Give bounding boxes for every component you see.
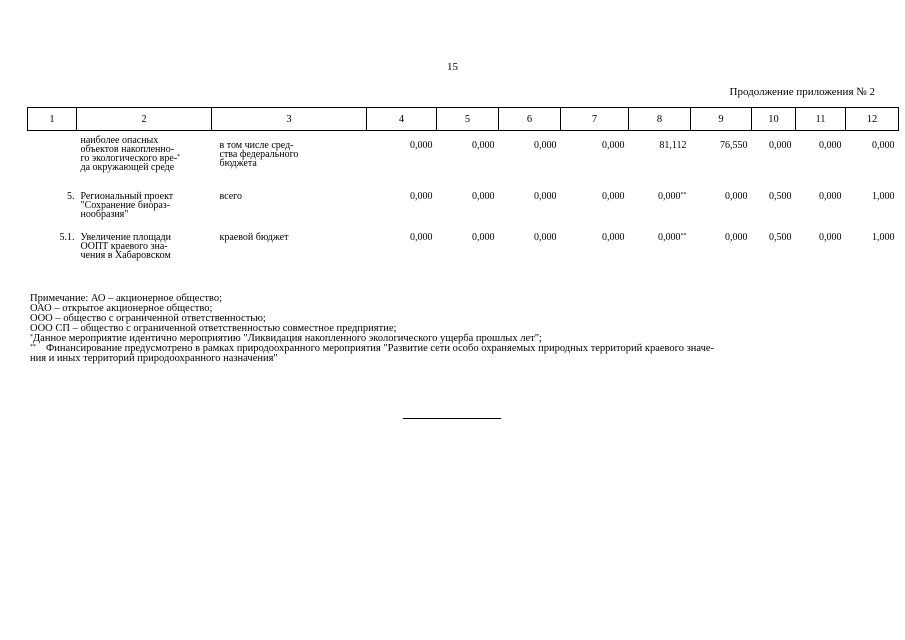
row-name-line: да окружающей среде — [80, 162, 175, 173]
row-name-line: "Сохранение биораз- — [80, 200, 171, 211]
value-cell — [796, 219, 846, 260]
value: 0,000 — [410, 191, 433, 202]
value: 0,000 — [725, 191, 748, 202]
note-line: ния и иных территорий природоохранного назначения" — [30, 353, 278, 364]
column-header: 1 — [28, 108, 77, 131]
row-name — [77, 131, 212, 173]
footnote-mark: * — [177, 154, 181, 160]
value-cell — [437, 219, 499, 260]
note-line: ООО СП – общество с ограниченной ответственностью совместное предприятие; — [30, 323, 397, 334]
funding-source — [212, 172, 367, 219]
row-name-line: нообразия" — [80, 209, 129, 220]
funding-source — [212, 219, 367, 260]
funding-source-line: ства федерального — [219, 149, 299, 160]
value: 0,000 — [472, 232, 495, 243]
row-name — [77, 219, 212, 260]
footnote-mark: ** — [680, 192, 687, 198]
value-cell — [367, 172, 437, 219]
column-header: 12 — [846, 108, 899, 131]
row-number — [28, 131, 77, 173]
column-header: 9 — [691, 108, 752, 131]
footnote-mark: ** — [30, 344, 36, 350]
note-text: Финансирование предусмотрено в рамках природоохранного мероприятия "Развитие сети особо охраняемых природных территорий краевого значе- — [46, 343, 715, 354]
row-name — [77, 172, 212, 219]
funding-source — [212, 131, 367, 173]
column-header: 8 — [629, 108, 691, 131]
value: 0,000 — [769, 140, 792, 151]
funding-source-line: в том числе сред- — [219, 140, 294, 151]
column-header: 3 — [212, 108, 367, 131]
value: 0,000 — [534, 232, 557, 243]
row-name-line: Увеличение площади — [80, 232, 171, 243]
table-row — [28, 172, 899, 219]
note-line: ОАО – открытое акционерное общество; — [30, 303, 213, 314]
column-header: 2 — [77, 108, 212, 131]
row-name-line: чения в Хабаровском — [80, 250, 171, 261]
value-cell — [752, 219, 796, 260]
continuation-label: Продолжение приложения № 2 — [729, 86, 875, 98]
value: 0,000 — [658, 191, 681, 202]
value: 0,000 — [410, 140, 433, 151]
funding-source-line: всего — [219, 191, 243, 202]
value-cell — [846, 219, 899, 260]
row-name-line-text: го экологического вре- — [80, 153, 178, 164]
value-cell — [367, 131, 437, 173]
footnote-mark: ** — [680, 233, 687, 239]
column-header: 11 — [796, 108, 846, 131]
page-number: 15 — [447, 61, 458, 73]
value: 0,000 — [472, 191, 495, 202]
value: 0,000 — [410, 232, 433, 243]
value: 0,000 — [602, 140, 625, 151]
note-line: Примечание: АО – акционерное общество; — [30, 293, 222, 304]
row-name-line: объектов накопленно- — [80, 144, 175, 155]
value: 0,000 — [819, 140, 842, 151]
value: 0,000 — [658, 232, 681, 243]
value-cell — [846, 172, 899, 219]
table-row — [28, 131, 899, 173]
column-header: 6 — [499, 108, 561, 131]
value-cell — [499, 172, 561, 219]
value: 0,000 — [602, 232, 625, 243]
row-name-line: ООПТ краевого зна- — [80, 241, 168, 252]
footnote-mark: * — [30, 334, 33, 340]
value-cell — [691, 219, 752, 260]
end-rule — [403, 418, 501, 419]
funding-source-line: бюджета — [219, 158, 257, 169]
value: 0,000 — [602, 191, 625, 202]
value: 81,112 — [659, 140, 687, 151]
column-header: 10 — [752, 108, 796, 131]
value-cell — [437, 131, 499, 173]
value-cell — [437, 172, 499, 219]
column-header: 4 — [367, 108, 437, 131]
column-header: 7 — [561, 108, 629, 131]
value-cell — [367, 219, 437, 260]
table-row — [28, 219, 899, 260]
notes-block — [30, 294, 880, 364]
value: 76,550 — [720, 140, 748, 151]
value-cell — [796, 172, 846, 219]
financing-table — [27, 107, 899, 260]
column-header: 5 — [437, 108, 499, 131]
row-name-line: наиболее опасных — [80, 135, 159, 146]
row-name-line: Региональный проект — [80, 191, 174, 202]
value-cell — [629, 172, 691, 219]
value-cell — [561, 131, 629, 173]
value-cell — [499, 219, 561, 260]
value: 0,500 — [769, 232, 792, 243]
value-cell — [561, 172, 629, 219]
value: 0,000 — [872, 140, 895, 151]
row-number: 5.1. — [59, 232, 75, 243]
value-cell — [629, 219, 691, 260]
value-cell — [846, 131, 899, 173]
value-cell — [752, 131, 796, 173]
value: 0,000 — [819, 232, 842, 243]
value: 0,000 — [534, 191, 557, 202]
value-cell — [691, 131, 752, 173]
value: 0,000 — [472, 140, 495, 151]
value: 0,000 — [819, 191, 842, 202]
note-line: ООО – общество с ограниченной ответственностью; — [30, 313, 266, 324]
value: 1,000 — [872, 232, 895, 243]
value-cell — [629, 131, 691, 173]
funding-source-line: краевой бюджет — [219, 232, 289, 243]
value-cell — [561, 219, 629, 260]
value: 0,000 — [725, 232, 748, 243]
row-number: 5. — [67, 191, 75, 202]
value-cell — [691, 172, 752, 219]
value-cell — [752, 172, 796, 219]
value: 0,500 — [769, 191, 792, 202]
value-cell — [499, 131, 561, 173]
note-text: Данное мероприятие идентично мероприятию "Ликвидация накопленного экологического ущерба прошлых лет"; — [33, 333, 542, 344]
value-cell — [796, 131, 846, 173]
table-header-row — [28, 108, 899, 131]
value: 1,000 — [872, 191, 895, 202]
value: 0,000 — [534, 140, 557, 151]
